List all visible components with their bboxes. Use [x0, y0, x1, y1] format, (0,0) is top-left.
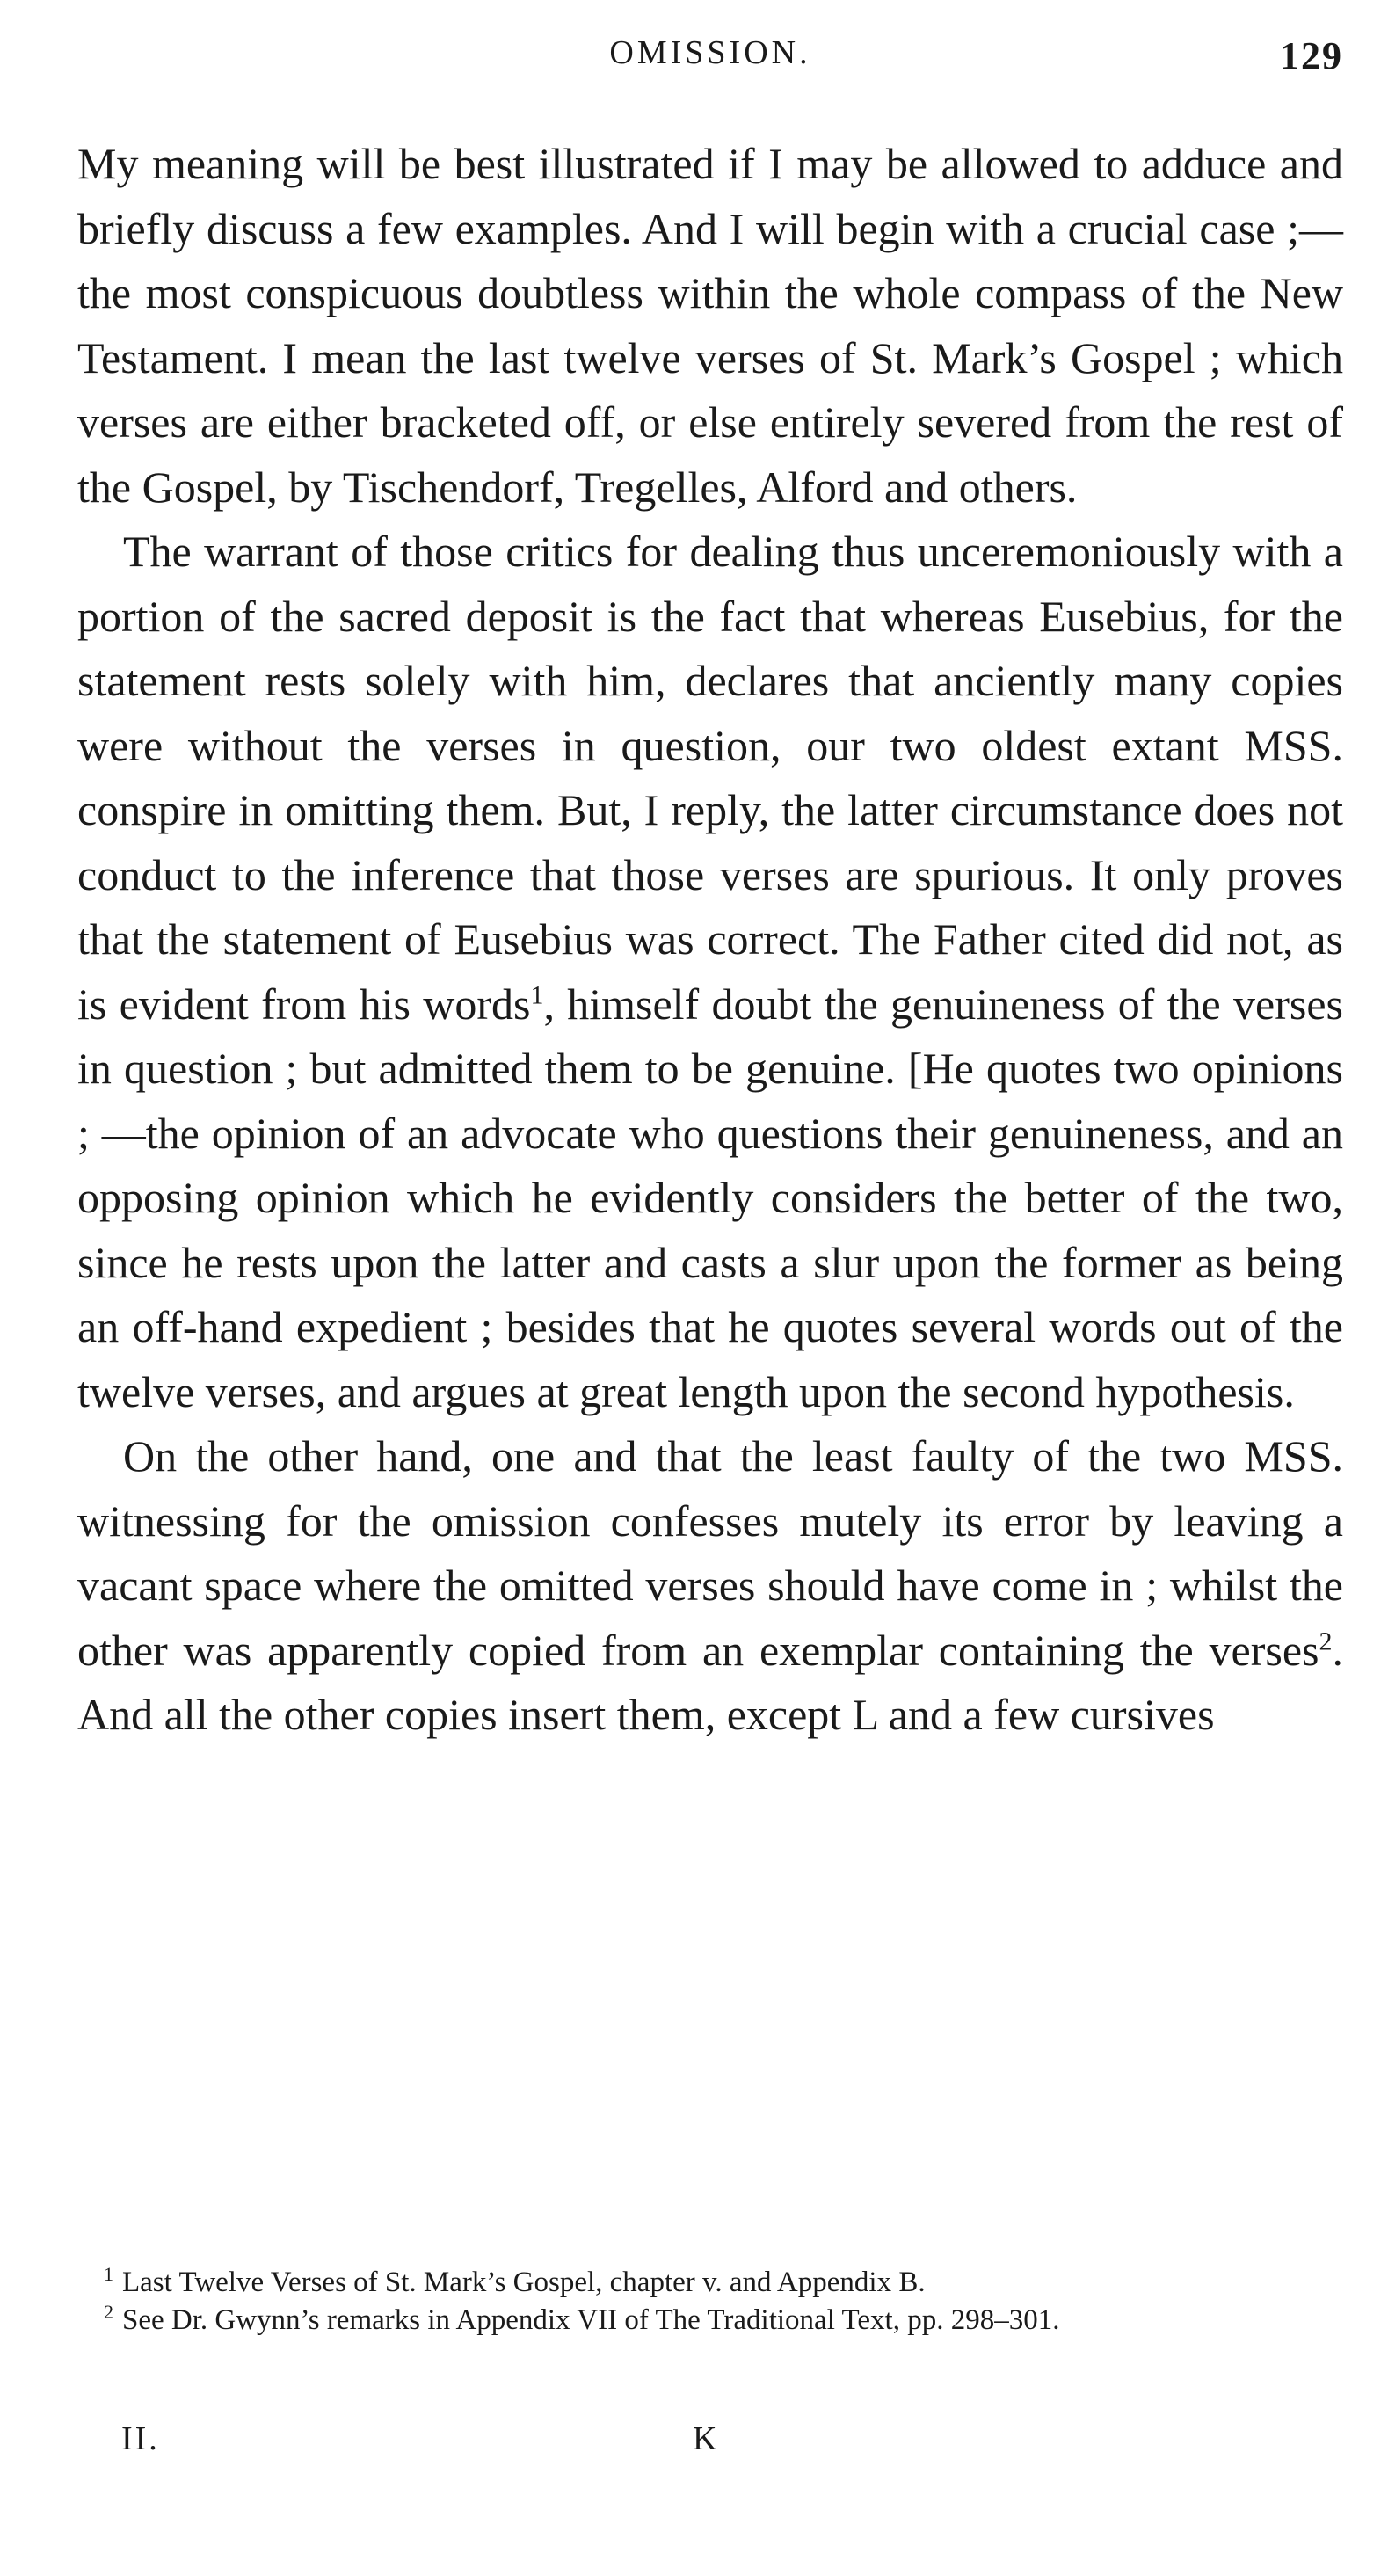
signature-line — [77, 2420, 1343, 2472]
paragraph-3-text-before: On the other hand, one and that the least faulty of the two MSS. witnessing for the omission confesses mutely its error by leaving a vacant space where the omitted verses should have come in ; whilst the other was apparently copied from an exemplar containing the verses — [77, 1431, 1343, 1675]
gathering-letter: K — [693, 2420, 717, 2457]
footnotes — [77, 2264, 1343, 2340]
footnote-1-text: Last Twelve Verses of St. Mark’s Gospel, chapter v. and Appendix B. — [122, 2267, 926, 2298]
paragraph-2-text-after: , himself doubt the genuineness of the verses in question ; but admitted them to be genuine. [He quotes two opinions ; —the opinion of an advocate who questions their genuineness, and an opposing opinion which he evidently considers the better of the two, since he rests upon the latter and casts a slur upon the former as being an off-hand expedient ; besides that he quotes several words out of the twelve verses, and argues at great length upon the second hypothesis. — [77, 979, 1343, 1416]
running-head — [77, 33, 1343, 86]
paragraph-2-text-before: The warrant of those critics for dealing thus unceremoniously with a portion of the sacred deposit is the fact that whereas Eusebius, for the statement rests solely with him, declares that anciently many copies were without the verses in question, our two oldest extant MSS. conspire in omitting them. But, I reply, the latter circumstance does not conduct to the inference that those verses are spurious. It only proves that the statement of Eusebius was correct. The Father cited did not, as is evident from his words — [77, 527, 1343, 1029]
footnote-2 — [77, 2302, 1343, 2340]
footnote-ref-2[interactable]: 2 — [1319, 1626, 1333, 1655]
footnote-2-text: See Dr. Gwynn’s remarks in Appendix VII of The Traditional Text, pp. 298–301. — [122, 2304, 1060, 2336]
paragraph-3-text-after: . And all the other copies insert them, except L and a few cursives — [77, 1625, 1343, 1739]
body-text — [77, 132, 1343, 1748]
footnote-2-mark: 2 — [104, 2301, 113, 2323]
footnote-1 — [77, 2264, 1343, 2302]
paragraph-1 — [77, 132, 1343, 520]
paragraph-1-text: My meaning will be best illustrated if I may be allowed to adduce and briefly discuss a few examples. And I will begin with a crucial case ;—the most conspicuous doubtless within the whole compass of the New Testament. I mean the last twelve verses of St. Mark’s Gospel ; which verses are either bracketed off, or else entirely severed from the rest of the Gospel, by Tischendorf, Tregelles, Alford and others. — [77, 139, 1343, 512]
footnote-ref-1[interactable]: 1 — [530, 979, 544, 1009]
paragraph-2 — [77, 520, 1343, 1424]
volume-signature: II. — [121, 2420, 160, 2457]
page-number: 129 — [1280, 34, 1343, 77]
footnote-1-mark: 1 — [104, 2263, 113, 2285]
paragraph-3 — [77, 1424, 1343, 1748]
running-title: OMISSION. — [609, 34, 811, 71]
